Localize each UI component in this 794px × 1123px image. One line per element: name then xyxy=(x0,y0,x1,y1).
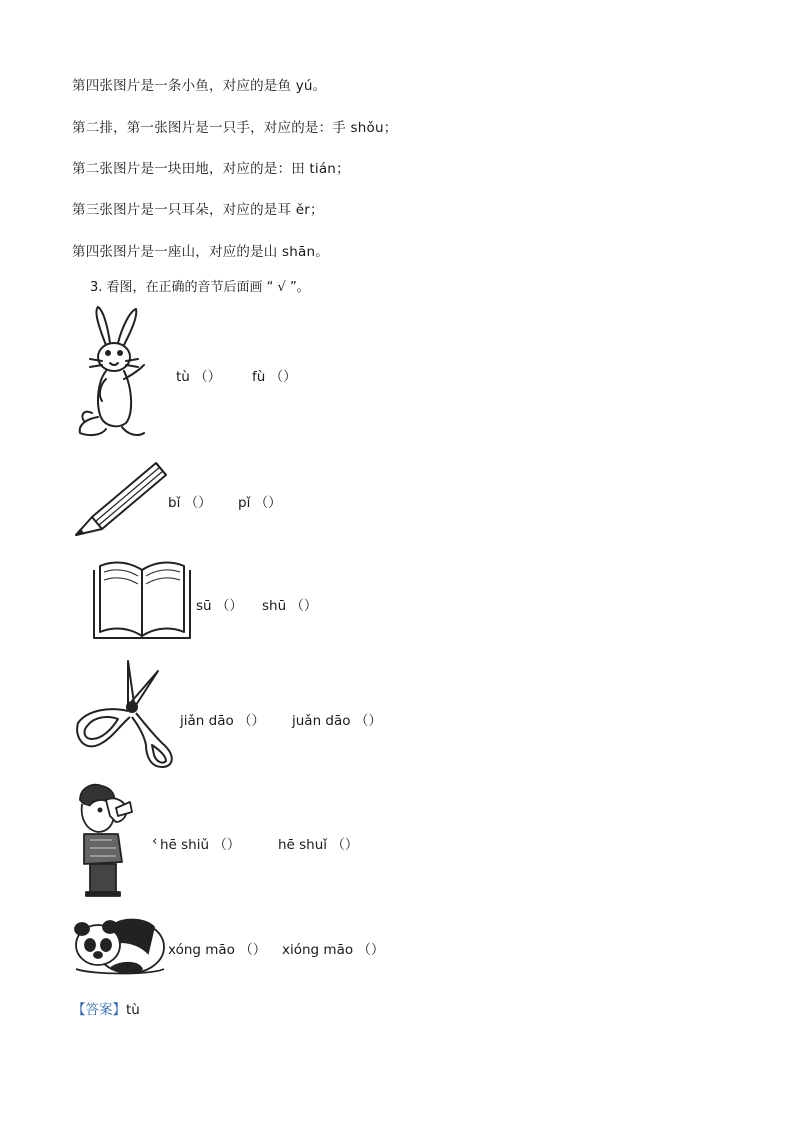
option-juan-dao[interactable]: juǎn dāo （） xyxy=(292,713,382,729)
explanation-line-1: 第四张图片是一条小鱼，对应的是鱼 yú。 xyxy=(72,78,327,94)
answer-text: tù xyxy=(126,1002,140,1018)
option-he-shui[interactable]: hē shuǐ （） xyxy=(278,837,359,853)
explanation-line-3: 第二张图片是一块田地，对应的是：田 tián； xyxy=(72,161,350,177)
explanation-line-4: 第三张图片是一只耳朵，对应的是耳 ěr； xyxy=(72,202,324,218)
item-book xyxy=(72,558,492,644)
item-pencil xyxy=(72,457,492,539)
option-xiong-mao[interactable]: xióng māo （） xyxy=(282,942,385,958)
option-pi[interactable]: pǐ （） xyxy=(238,495,282,511)
option-jian-dao[interactable]: jiǎn dāo （） xyxy=(180,713,266,729)
option-he-shiu[interactable]: hē shiǔ （） xyxy=(160,837,241,853)
item-panda xyxy=(72,913,492,977)
scissors-picture xyxy=(72,659,182,771)
option-tu[interactable]: tù （） xyxy=(176,369,222,385)
option-su[interactable]: sū （） xyxy=(196,598,243,614)
check-mark-icon: ‹ xyxy=(152,833,158,849)
option-xong-mao[interactable]: xóng māo （） xyxy=(168,942,267,958)
option-bi[interactable]: bǐ （） xyxy=(168,495,212,511)
panda-picture xyxy=(72,913,168,977)
item-rabbit xyxy=(72,305,492,440)
boy-drinking-picture xyxy=(72,782,156,898)
answer-line xyxy=(72,998,140,1018)
question-title: 3. 看图，在正确的音节后面画 “ √ ”。 xyxy=(90,280,310,295)
item-scissors xyxy=(72,659,492,771)
rabbit-picture xyxy=(72,305,152,439)
option-shu[interactable]: shū （） xyxy=(262,598,318,614)
answer-tag: 【答案】 xyxy=(72,1002,126,1018)
explanation-line-2: 第二排，第一张图片是一只手，对应的是：手 shǒu； xyxy=(72,120,398,136)
pencil-picture xyxy=(72,457,172,539)
item-boy-drinking xyxy=(72,782,492,898)
option-fu[interactable]: fù （） xyxy=(252,369,297,385)
book-picture xyxy=(90,558,194,644)
explanation-line-5: 第四张图片是一座山，对应的是山 shān。 xyxy=(72,244,329,260)
